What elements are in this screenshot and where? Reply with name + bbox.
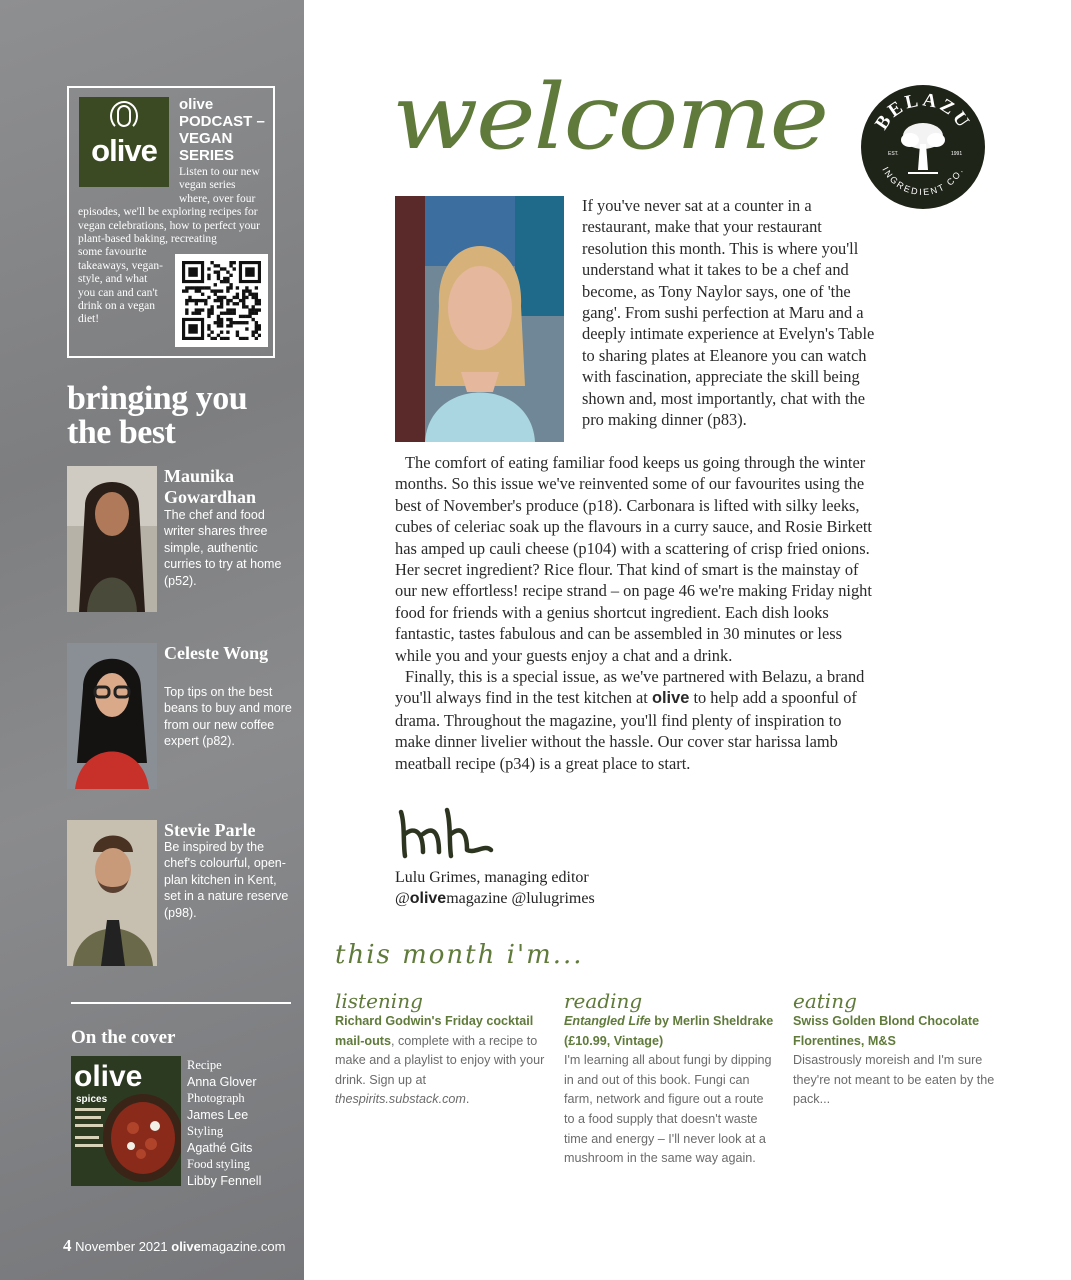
svg-text:EST.: EST. (888, 151, 899, 157)
welcome-heading: welcome (392, 65, 827, 170)
footer-site: magazine.com (200, 1239, 286, 1254)
column-label: reading (564, 989, 643, 1013)
editor-signoff (395, 867, 595, 909)
editor-signature (395, 804, 505, 865)
contributor-description: The chef and food writer shares three simple, authentic curries to try at home (p52). (164, 508, 282, 588)
belazu-logo (860, 84, 986, 210)
editor-name: Lulu Grimes, managing editor (395, 869, 589, 886)
podcast-promo[interactable] (67, 86, 275, 358)
column-label: listening (335, 989, 423, 1013)
contributor-photo (67, 466, 157, 612)
page-number: 4 (63, 1236, 72, 1255)
podcast-title: olive PODCAST – VEGAN SERIES (179, 96, 265, 164)
cover-brand: olive (74, 1060, 143, 1093)
cover-thumbnail[interactable] (71, 1056, 181, 1186)
cover-heading: On the cover (71, 1027, 176, 1048)
this-month-heading: this month i'm... (335, 940, 584, 970)
divider (71, 1002, 291, 1004)
letter-body: The comfort of eating familiar food keeps us going through the winter months. So this issue we've reinvented some of our favourites using the best of November's produce (p18). Carbonara is lifted with silky leeks, cubes of celeriac soak up the flavours in a curry sauce, and Rosie Birkett has amped up cauli cheese (p104) with a scattering of crisp fried onions. Her secret ingredient? Rice flour. That kind of smart is the mainstay of our new effortless! recipe strand – on page 46 we're making Friday night food for friends with a genius shortcut ingredient. Each dish looks fantastic, tastes fabulous and can be assembled in 30 minutes or less while you and your guests enjoy a chat and a drink. Finally, this is a special issue, as we've partnered with Belazu, a brand you'll always find in the test kitchen at olive to help add a spoonful of drama. Throughout the magazine, you'll find plenty of inspiration to make dinner livelier without the hassle. Our cover star harissa lamb meatball recipe (p34) is a great place to start. (395, 452, 875, 774)
qr-code-icon (182, 261, 261, 340)
eating-column: eating Swiss Golden Blond Chocolate Florentines, M&S Disastrously moreish and I'm sure they're not meant to be eaten by the pack... (793, 990, 1003, 1110)
contributor-name: Stevie Parle (164, 820, 256, 840)
contributor-photo (67, 643, 157, 789)
page-footer (63, 1236, 285, 1256)
olive-inline-brand: olive (651, 689, 690, 708)
contributor-description: Top tips on the best beans to buy and more from our new coffee expert (p82). (164, 685, 292, 749)
svg-text:1991: 1991 (951, 151, 963, 157)
footer-brand: olive (171, 1239, 201, 1254)
cover-credits: Recipe Anna Glover Photograph James Lee Styling Agathé Gits Food styling Libby Fennell (187, 1058, 262, 1188)
sidebar (0, 0, 304, 1280)
contributor-name: Maunika Gowardhan (164, 466, 257, 507)
social-handles[interactable]: @olivemagazine @lulugrimes (395, 890, 595, 907)
issue-date: November 2021 (75, 1239, 168, 1254)
section-heading: bringing you the best (67, 380, 248, 451)
reading-column: reading Entangled Life by Merlin Sheldrake (£10.99, Vintage) I'm learning all about fungi by dipping in and out of this book. Fungi can farm, network and figure out a route to a food supply that doesn't waste time and energy – I'll never look at a mushroom in the same way again. (564, 989, 774, 1166)
column-label: eating (793, 989, 857, 1013)
olive-podcast-logo: olive (79, 97, 169, 187)
qr-code[interactable] (175, 254, 268, 347)
listening-column: listening Richard Godwin's Friday cocktail mail-outs, complete with a recipe to make and a playlist to enjoy with your drink. Sign up at thespirits.substack.com. (335, 989, 545, 1107)
letter-closing-paragraph: Finally, this is a special issue, as we've partnered with Belazu, a brand you'll always find in the test kitchen at olive to help add a spoonful of drama. Throughout the magazine, you'll find plenty of inspiration to make dinner livelier without the hassle. Our cover star harissa lamb meatball recipe (p34) is a great place to start. (395, 667, 865, 773)
contributor-description: Be inspired by the chef's colourful, open-plan kitchen in Kent, set in a nature reserve (p98). (164, 840, 289, 920)
contributor-name: Celeste Wong (164, 643, 269, 663)
svg-text:INGREDIENT CO.: INGREDIENT CO. (880, 165, 966, 198)
letter-intro: If you've never sat at a counter in a restaurant, make that your restaurant resolution this month. This is where you'll understand what it takes to be a chef and become, as Tony Naylor says, one of 'the gang'. From sushi perfection at Maru and a deeply intimate experience at Evelyn's Table to sharing plates at Eleanore you can watch with fascination, appreciate the skill being shown and, most importantly, chat with the pro making dinner (p83). (582, 196, 875, 430)
substack-link[interactable]: thespirits.substack.com (335, 1092, 466, 1107)
cover-subtitle: spices (76, 1094, 108, 1105)
contributor-photo (67, 820, 157, 966)
podcast-description: Listen to our new vegan series where, over four episodes, we'll be exploring recipes for vegan celebrations, how to perfect your plant-based baking, recreating some favourite takeaways, vegan-style, and what you can and can't drink on a vegan diet! (78, 166, 261, 326)
svg-text:BELAZU: BELAZU (871, 89, 975, 134)
editor-photo (395, 196, 564, 442)
